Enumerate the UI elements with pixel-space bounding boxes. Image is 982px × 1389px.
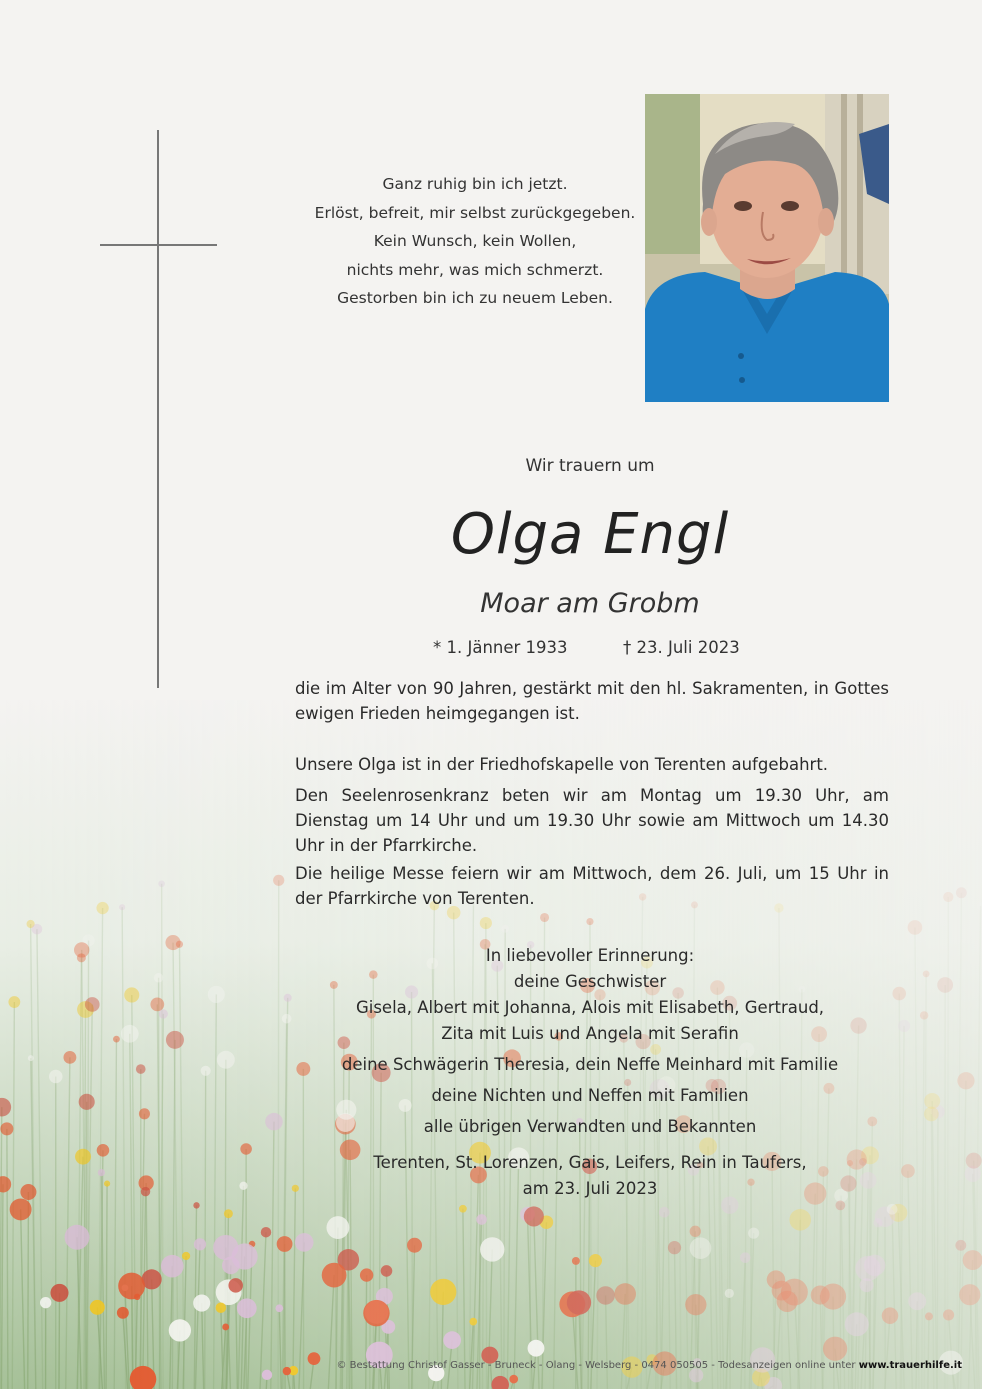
- poem-line: Kein Wunsch, kein Wollen,: [373, 232, 577, 251]
- deceased-name: Olga Engl: [450, 502, 730, 567]
- footer-credit: [290, 1360, 962, 1371]
- mass-paragraph: Die heilige Messe feiern wir am Mittwoch, dem 26. Juli, um 15 Uhr in der Pfarrkirche von Terenten.: [295, 864, 889, 908]
- poem-line: Ganz ruhig bin ich jetzt.: [382, 175, 568, 193]
- siblings-names: Zita mit Luis und Angela mit Serafin: [441, 1024, 739, 1043]
- deceased-farm-name: Moar am Grobm: [480, 588, 700, 619]
- siblings-names: Gisela, Albert mit Johanna, Alois mit Elisabeth, Gertraud,: [355, 998, 825, 1017]
- relatives-line: alle übrigen Verwandten und Bekannten: [423, 1117, 757, 1136]
- rosary-paragraph: Den Seelenrosenkranz beten wir am Montag um 19.30 Uhr, am Dienstag um 14 Uhr und um 19.30 Uhr sowie am Mittwoch um 14.30 Uhr in der Pfarrkirche.: [295, 786, 889, 855]
- nieces-line: deine Nichten und Neffen mit Familien: [431, 1086, 749, 1105]
- portrait-photo: [645, 94, 889, 402]
- closing-date: am 23. Juli 2023: [522, 1179, 658, 1198]
- mourning-intro: Wir trauern um: [525, 456, 655, 476]
- places-line: Terenten, St. Lorenzen, Gais, Leifers, Rein in Taufers,: [373, 1153, 807, 1172]
- poem-line: Gestorben bin ich zu neuem Leben.: [337, 289, 613, 308]
- announcement-paragraph: die im Alter von 90 Jahren, gestärkt mit den hl. Sakramenten, in Gottes ewigen Frieden heimgegangen ist.: [295, 679, 889, 723]
- footer-text: © Bestattung Christof Gasser - Bruneck - Olang - Welsberg - 0474 050505 - Todesanzeigen online unter: [336, 1360, 856, 1371]
- mourners-section: [280, 943, 900, 1202]
- poem-line: nichts mehr, was mich schmerzt.: [346, 260, 604, 279]
- footer-website-link[interactable]: www.trauerhilfe.it: [858, 1360, 962, 1371]
- death-date: † 23. Juli 2023: [623, 638, 740, 657]
- poem-line: Erlöst, befreit, mir selbst zurückgegeben.: [314, 203, 636, 222]
- cross-horizontal-bar: [100, 244, 217, 246]
- laying-out-paragraph: Unsere Olga ist in der Friedhofskapelle von Terenten aufgebahrt.: [295, 755, 829, 774]
- remembrance-intro: In liebevoller Erinnerung:: [485, 946, 695, 965]
- birth-date: * 1. Jänner 1933: [433, 638, 568, 657]
- siblings-label: deine Geschwister: [513, 972, 667, 991]
- in-law-line: deine Schwägerin Theresia, dein Neffe Meinhard mit Familie: [341, 1055, 839, 1074]
- cross-vertical-bar: [157, 130, 159, 688]
